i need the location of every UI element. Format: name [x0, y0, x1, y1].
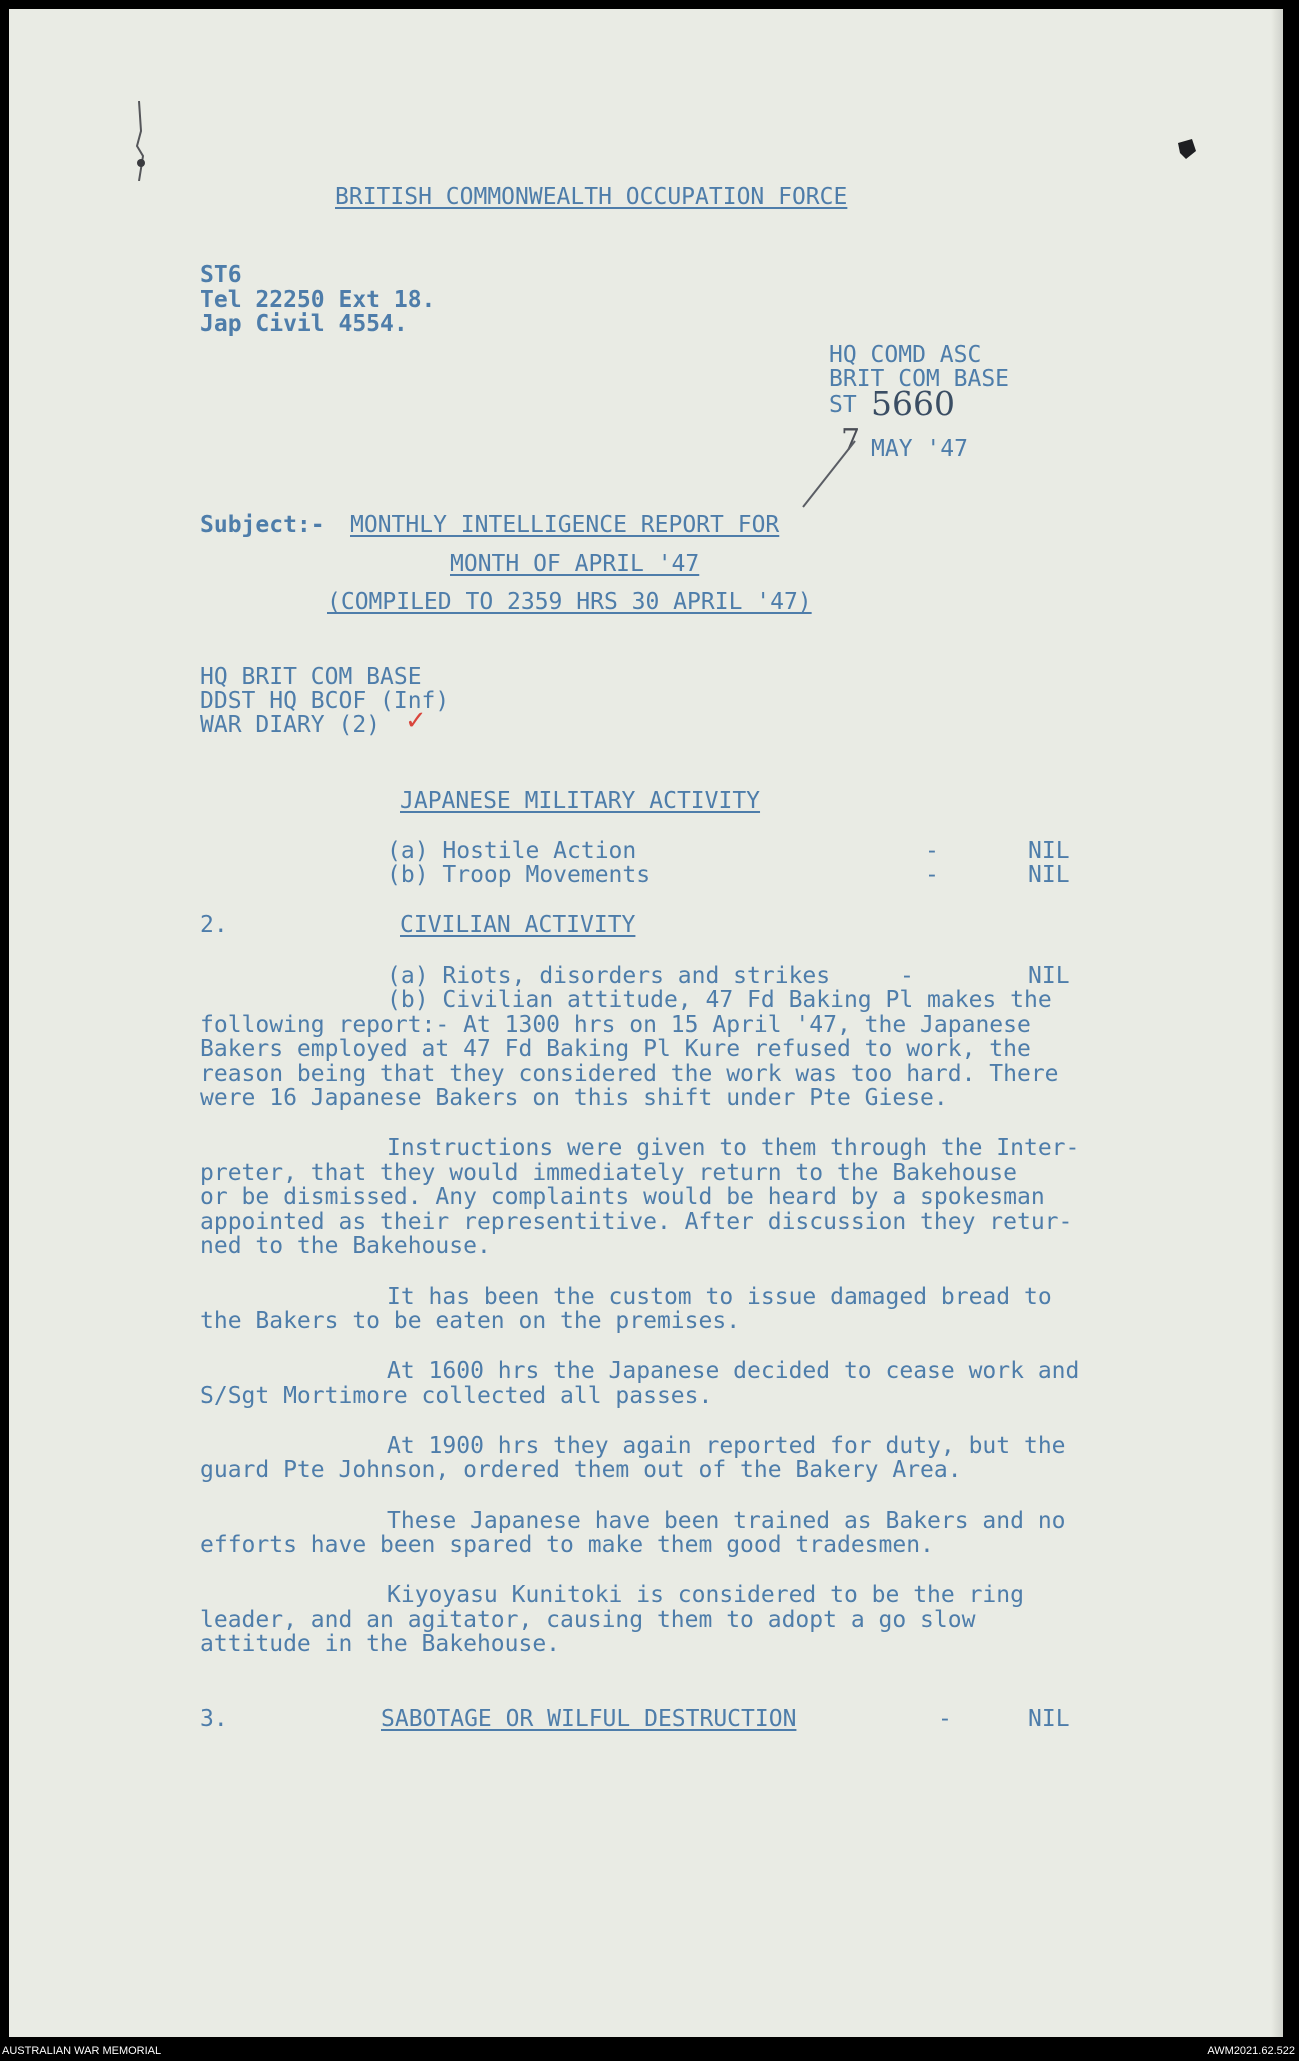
red-tick-mark: ✓ [405, 706, 427, 736]
punch-hole-mark-right [1174, 137, 1200, 163]
stamped-reference-number: 5660 [871, 384, 955, 423]
paragraph-line: At 1600 hrs the Japanese decided to cease work and [387, 1358, 1080, 1384]
paragraph-line: leader, and an agitator, causing them to adopt a go slow [200, 1607, 976, 1633]
section-1-item-a-value: NIL [1028, 838, 1070, 864]
handwritten-date-day: 7 [841, 423, 861, 458]
paragraph-line: or be dismissed. Any complaints would be heard by a spokesman [200, 1184, 1045, 1210]
paragraph-line: At 1900 hrs they again reported for duty, but the [387, 1433, 1066, 1459]
paragraph-line: appointed as their representitive. After discussion they retur- [200, 1209, 1073, 1235]
section-2-item-a-dash: - [900, 963, 914, 989]
section-2-item-b-line: Bakers employed at 47 Fd Baking Pl Kure refused to work, the [200, 1036, 1031, 1062]
paragraph-line: Instructions were given to them through the Inter- [387, 1135, 1080, 1161]
section-3-dash: - [938, 1706, 952, 1732]
distribution-line-1: HQ BRIT COM BASE [200, 664, 422, 690]
section-2-item-b-line: (b) Civilian attitude, 47 Fd Baking Pl makes the [387, 987, 1052, 1013]
section-2-item-b-line: following report:- At 1300 hrs on 15 April '47, the Japanese [200, 1012, 1031, 1038]
paragraph-line: efforts have been spared to make them good tradesmen. [200, 1532, 934, 1558]
section-2-item-b-line: were 16 Japanese Bakers on this shift under Pte Giese. [200, 1085, 948, 1111]
document-title: BRITISH COMMONWEALTH OCCUPATION FORCE [335, 184, 848, 210]
paragraph-line: Kiyoyasu Kunitoki is considered to be the ring [387, 1582, 1024, 1608]
section-1-item-b-value: NIL [1028, 862, 1070, 888]
paragraph-line: These Japanese have been trained as Bakers and no [387, 1508, 1066, 1534]
paragraph-line: preter, that they would immediately return to the Bakehouse [200, 1160, 1017, 1186]
reference-line-3: Jap Civil 4554. [200, 311, 408, 337]
paragraph-line: It has been the custom to issue damaged bread to [387, 1284, 1052, 1310]
section-1-heading: JAPANESE MILITARY ACTIVITY [400, 788, 761, 814]
footer-accession-number: AWM2021.62.522 [1207, 2045, 1295, 2057]
section-1-item-b-dash: - [925, 862, 939, 888]
distribution-line-2: DDST HQ BCOF (Inf) [200, 688, 450, 714]
address-line-1: HQ COMD ASC [829, 342, 982, 368]
handwritten-stroke [799, 439, 859, 509]
punch-hole-mark-left [127, 101, 157, 181]
paragraph-line: S/Sgt Mortimore collected all passes. [200, 1383, 713, 1409]
section-2-item-a-value: NIL [1028, 963, 1070, 989]
subject-label: Subject:- [200, 512, 325, 538]
page-edge-shadow [1271, 9, 1283, 2037]
section-3-heading: SABOTAGE OR WILFUL DESTRUCTION [381, 1706, 797, 1732]
subject-line-1: MONTHLY INTELLIGENCE REPORT FOR [350, 512, 780, 538]
address-date: MAY '47 [871, 436, 968, 462]
paragraph-line: ned to the Bakehouse. [200, 1233, 491, 1259]
section-2-item-a-label: (a) Riots, disorders and strikes [387, 963, 831, 989]
section-1-item-a-label: (a) Hostile Action [387, 838, 637, 864]
st-prefix: ST [829, 392, 857, 418]
reference-line-1: ST6 [200, 262, 242, 288]
section-1-item-b-label: (b) Troop Movements [387, 862, 651, 888]
section-2-number: 2. [200, 912, 228, 938]
section-3-number: 3. [200, 1706, 228, 1732]
section-1-item-a-dash: - [925, 838, 939, 864]
paragraph-line: the Bakers to be eaten on the premises. [200, 1308, 741, 1334]
footer-institution: AUSTRALIAN WAR MEMORIAL [2, 2045, 162, 2057]
paragraph-line: guard Pte Johnson, ordered them out of the Bakery Area. [200, 1457, 962, 1483]
section-2-heading: CIVILIAN ACTIVITY [400, 912, 636, 938]
subject-line-3: (COMPILED TO 2359 HRS 30 APRIL '47) [327, 589, 812, 615]
document-page [9, 9, 1283, 2037]
section-2-item-b-line: reason being that they considered the work was too hard. There [200, 1061, 1059, 1087]
distribution-line-3: WAR DIARY (2) [200, 712, 381, 738]
reference-line-2: Tel 22250 Ext 18. [200, 287, 436, 313]
subject-line-2: MONTH OF APRIL '47 [450, 551, 700, 577]
section-3-value: NIL [1028, 1706, 1070, 1732]
address-line-2: BRIT COM BASE [829, 366, 1010, 392]
paragraph-line: attitude in the Bakehouse. [200, 1631, 561, 1657]
